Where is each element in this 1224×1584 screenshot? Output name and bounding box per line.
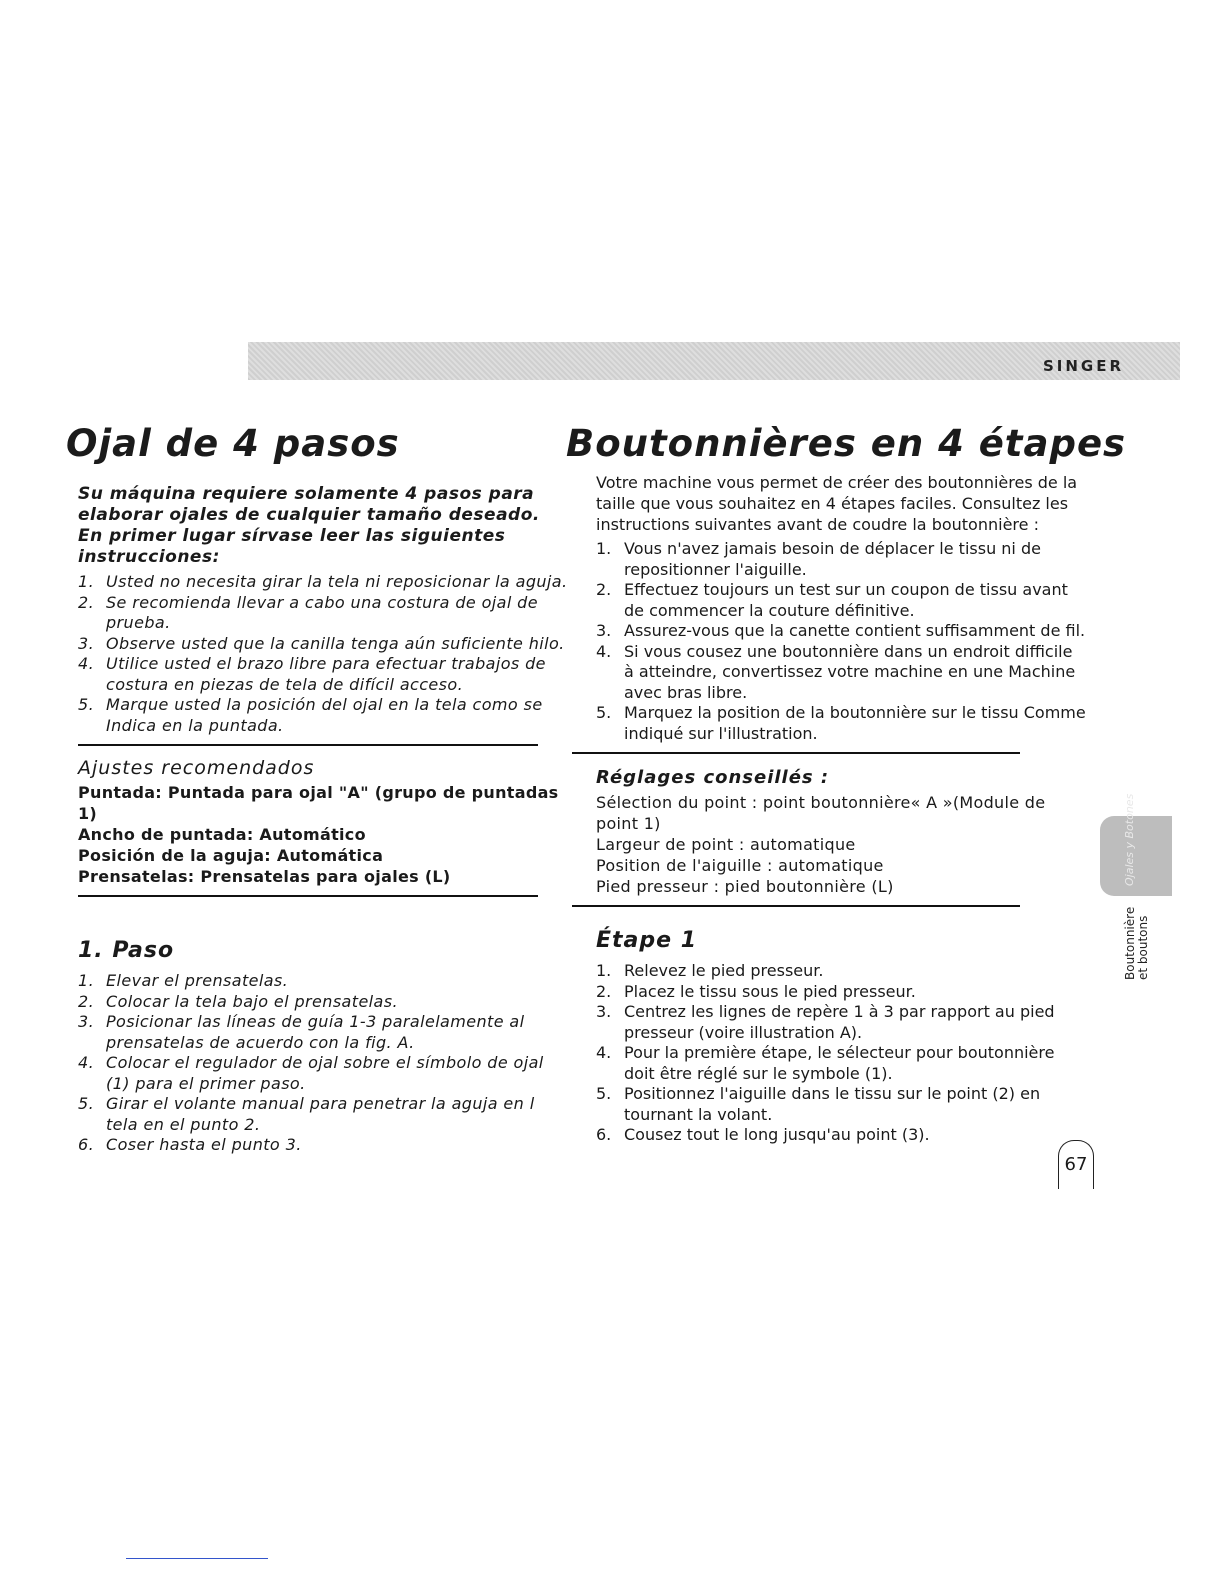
settings-fr <box>596 792 1086 897</box>
brand-logo: SINGER <box>1042 357 1124 375</box>
list-item: 3. Posicionar las líneas de guía 1-3 paralelamente al prensatelas de acuerdo con la fig. A. <box>78 1012 525 1052</box>
step-title-es: 1. Paso <box>78 938 175 963</box>
page-title-es: Ojal de 4 pasos <box>66 422 400 465</box>
list-item: 1. Usted no necesita girar la tela ni reposicionar la aguja. <box>78 572 568 591</box>
list-item: 1. Elevar el prensatelas. <box>78 971 289 990</box>
step-list-fr <box>596 961 1086 1146</box>
list-item: 4. Colocar el regulador de ojal sobre el símbolo de ojal (1) para el primer paso. <box>78 1053 544 1093</box>
divider <box>78 895 538 897</box>
list-item: 2. Effectuez toujours un test sur un coupon de tissu avant de commencer la couture définitive. <box>596 580 1068 620</box>
list-item: 4. Utilice usted el brazo libre para efectuar trabajos de costura en piezas de tela de difícil acceso. <box>78 654 546 694</box>
header-band <box>248 342 1180 380</box>
footer-line <box>126 1558 268 1559</box>
setting-row: Prensatelas: Prensatelas para ojales (L) <box>78 867 451 886</box>
intro-fr: Votre machine vous permet de créer des boutonnières de la taille que vous souhaitez en 4 étapes faciles. Consultez les instructions suivantes avant de coudre la boutonnière : <box>596 473 1078 534</box>
section-side-label: Boutonnière et boutons <box>1123 906 1150 980</box>
divider <box>572 905 1020 907</box>
setting-row: Pied presseur : pied boutonnière (L) <box>596 877 894 896</box>
step-list-es <box>78 971 568 1156</box>
list-item: 5. Positionnez l'aiguille dans le tissu sur le point (2) en tournant la volant. <box>596 1084 1041 1124</box>
setting-row: Puntada: Puntada para ojal "A" (grupo de puntadas 1) <box>78 783 559 823</box>
list-item: 3. Assurez-vous que la canette contient suffisamment de fil. <box>596 621 1086 640</box>
setting-row: Ancho de puntada: Automático <box>78 825 366 844</box>
list-item: 4. Si vous cousez une boutonnière dans un endroit difficile à atteindre, convertissez votre machine en une Machine avec bras libre. <box>596 641 1076 702</box>
section-tab <box>1100 793 1172 896</box>
divider <box>78 744 538 746</box>
list-item: 2. Placez le tissu sous le pied presseur. <box>596 981 916 1001</box>
settings-title-fr: Réglages conseillés : <box>596 767 830 788</box>
list-item: 5. Marquez la position de la boutonnière sur le tissu Comme indiqué sur l'illustration. <box>596 703 1086 743</box>
divider <box>572 752 1020 754</box>
list-item: 6. Coser hasta el punto 3. <box>78 1135 302 1154</box>
list-item: 3. Centrez les lignes de repère 1 à 3 par rapport au pied presseur (voire illustration A). <box>596 1002 1055 1042</box>
intro-list-fr <box>596 539 1086 744</box>
settings-title-es: Ajustes recomendados <box>78 757 315 779</box>
list-item: 5. Marque usted la posición del ojal en la tela como se Indica en la puntada. <box>78 695 543 735</box>
intro-list-es <box>78 572 568 736</box>
step-title-fr: Étape 1 <box>596 928 698 953</box>
page-number: 67 <box>1058 1140 1094 1189</box>
column-french <box>596 472 1086 1146</box>
intro-es: Su máquina requiere solamente 4 pasos para elaborar ojales de cualquier tamaño deseado. En primer lugar sírvase leer las siguientes instrucciones: <box>78 484 540 567</box>
list-item: 3. Observe usted que la canilla tenga aún suficiente hilo. <box>78 633 565 653</box>
list-item: 6. Cousez tout le long jusqu'au point (3). <box>596 1125 930 1144</box>
page-title-fr: Boutonnières en 4 étapes <box>566 422 1127 465</box>
column-spanish <box>78 484 568 1156</box>
settings-es <box>78 782 568 887</box>
setting-row: Position de l'aiguille : automatique <box>596 856 884 875</box>
setting-row: Posición de la aguja: Automática <box>78 846 384 865</box>
list-item: 2. Se recomienda llevar a cabo una costura de ojal de prueba. <box>78 592 538 632</box>
list-item: 1. Vous n'avez jamais besoin de déplacer le tissu ni de repositionner l'aiguille. <box>596 539 1041 579</box>
list-item: 4. Pour la première étape, le sélecteur pour boutonnière doit être réglé sur le symbole (1). <box>596 1043 1055 1083</box>
setting-row: Largeur de point : automatique <box>596 835 856 854</box>
list-item: 2. Colocar la tela bajo el prensatelas. <box>78 991 398 1011</box>
list-item: 1. Relevez le pied presseur. <box>596 961 824 980</box>
setting-row: Sélection du point : point boutonnière« A »(Module de point 1) <box>596 793 1046 833</box>
list-item: 5. Girar el volante manual para penetrar la aguja en l tela en el punto 2. <box>78 1094 535 1134</box>
section-tab-label: Ojales y Botones <box>1123 793 1136 886</box>
